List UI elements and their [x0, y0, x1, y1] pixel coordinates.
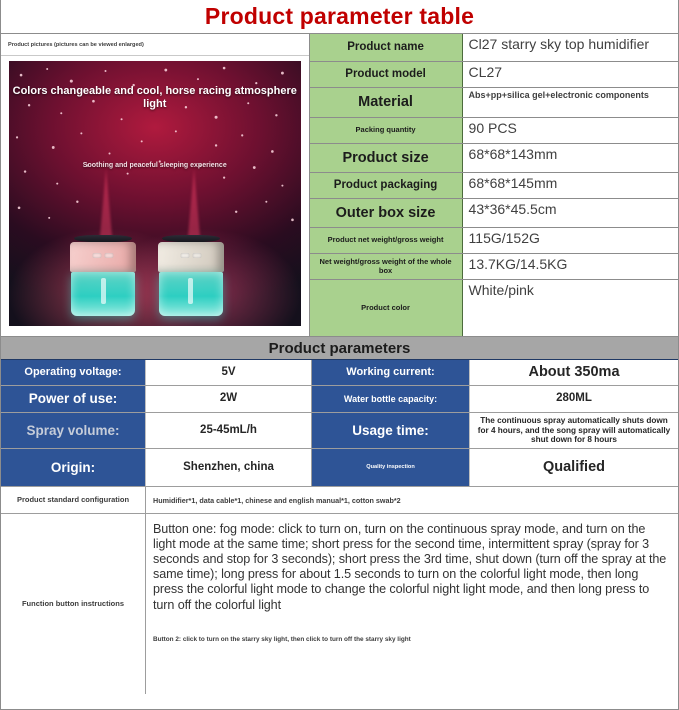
table-row	[310, 199, 678, 228]
table-row	[310, 228, 678, 254]
promo-subtext: Soothing and peaceful sleeping experience	[82, 161, 227, 169]
product-photo[interactable]	[9, 61, 301, 326]
promo-headline: Colors changeable and cool, horse racing atmosphere light	[12, 84, 297, 110]
product-image-caption: Product pictures (pictures can be viewed enlarged)	[1, 34, 309, 56]
spec-key: Packing quantity	[310, 118, 463, 143]
param-key: Origin:	[1, 449, 146, 486]
param-key: Usage time:	[312, 413, 470, 448]
table-row	[310, 62, 678, 88]
product-image-column	[1, 34, 310, 336]
spec-value: 43*36*45.5cm	[463, 199, 678, 227]
instructions-row	[1, 514, 678, 694]
spec-value: CL27	[463, 62, 678, 87]
table-row	[1, 386, 678, 413]
param-key-quality-inspection: Quality inspection	[312, 449, 470, 486]
spec-value: Cl27 starry sky top humidifier	[463, 34, 678, 61]
table-row	[1, 449, 678, 487]
param-value: Shenzhen, china	[146, 449, 312, 486]
spec-key: Outer box size	[310, 199, 463, 227]
spec-key: Product color	[310, 280, 463, 336]
spec-value: 68*68*143mm	[463, 144, 678, 172]
spec-value: White/pink	[463, 280, 678, 336]
spec-value: Abs+pp+silica gel+electronic components	[463, 88, 678, 117]
humidifier-units	[9, 170, 301, 324]
spec-table	[310, 34, 678, 336]
table-row	[310, 280, 678, 336]
table-row	[1, 413, 678, 449]
spec-key: Product model	[310, 62, 463, 87]
spec-key: Net weight/gross weight of the whole box	[310, 254, 463, 279]
table-row	[310, 254, 678, 280]
top-section	[1, 34, 678, 336]
instructions-secondary-text: Button 2: click to turn on the starry sky light, then click to turn off the starry sky light	[153, 635, 411, 643]
spec-key: Product size	[310, 144, 463, 172]
humidifier-unit-white	[158, 235, 224, 316]
param-value: 5V	[146, 360, 312, 385]
table-row	[310, 173, 678, 199]
product-parameters-label: Product parameters	[268, 339, 411, 357]
param-value: About 350ma	[470, 360, 678, 385]
param-value: 25-45mL/h	[146, 413, 312, 448]
param-key: Power of use:	[1, 386, 146, 412]
product-photo-holder[interactable]	[1, 56, 309, 336]
instructions-value	[146, 514, 678, 694]
param-key: Water bottle capacity:	[312, 386, 470, 412]
param-key: Working current:	[312, 360, 470, 385]
spec-key: Product name	[310, 34, 463, 61]
spec-value: 68*68*145mm	[463, 173, 678, 198]
spec-value: 115G/152G	[463, 228, 678, 253]
param-value: Qualified	[470, 449, 678, 486]
spec-key: Material	[310, 88, 463, 117]
parameter-grid	[1, 360, 678, 487]
param-value: 2W	[146, 386, 312, 412]
spec-value: 90 PCS	[463, 118, 678, 143]
configuration-label: Product standard configuration	[1, 487, 146, 513]
spec-key: Product packaging	[310, 173, 463, 198]
configuration-value: Humidifier*1, data cable*1, chinese and english manual*1, cotton swab*2	[153, 495, 401, 505]
table-row	[1, 360, 678, 386]
page-title: Product parameter table	[204, 3, 475, 29]
table-row	[310, 34, 678, 62]
param-value: 280ML	[470, 386, 678, 412]
instructions-label: Function button instructions	[1, 514, 146, 694]
product-parameters-band	[1, 336, 678, 360]
table-row	[310, 118, 678, 144]
param-key: Operating voltage:	[1, 360, 146, 385]
table-row	[310, 144, 678, 173]
param-key: Spray volume:	[1, 413, 146, 448]
configuration-row	[1, 487, 678, 514]
title-band	[1, 0, 678, 34]
param-value: The continuous spray automatically shuts down for 4 hours, and the song spray will automatically shut down for 8 hours	[470, 413, 678, 448]
spec-value: 13.7KG/14.5KG	[463, 254, 678, 279]
spec-key: Product net weight/gross weight	[310, 228, 463, 253]
table-row	[310, 88, 678, 118]
humidifier-unit-pink	[70, 235, 136, 316]
instructions-main-text: Button one: fog mode: click to turn on, turn on the continuous spray mode, and turn on the light mode at the same time; short press for the second time, intermittent spray (spray for 3 seconds and stop for 3 seconds); short press the 3rd time, shut down (turn off the spray at the same time); long press for about 1.5 seconds to turn on the colorful light mode, then long press the colorful light mode to change the colorful night light mode, and then long press to turn off the colorful light	[153, 522, 667, 612]
